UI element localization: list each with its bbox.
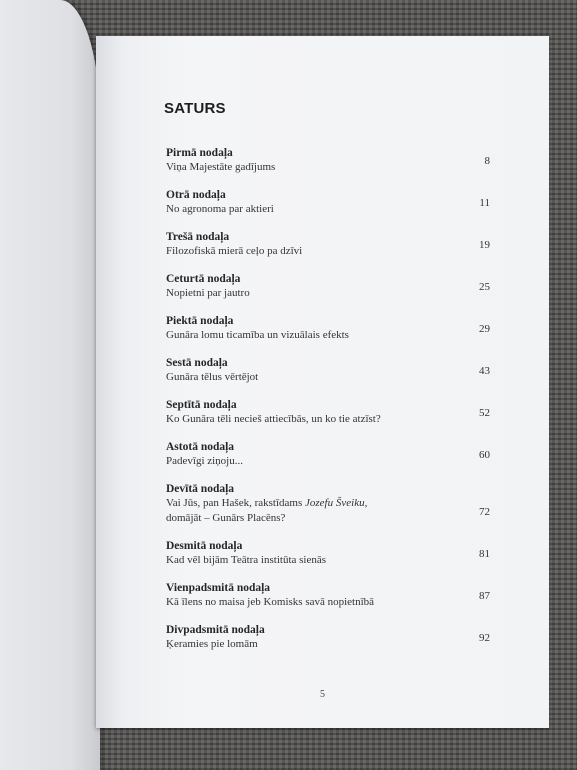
page-number: 81 xyxy=(479,548,490,560)
toc-entry xyxy=(166,188,490,230)
page-number: 52 xyxy=(479,407,490,419)
toc-entry xyxy=(166,272,490,314)
chapter-title: Filozofiskā mierā ceļo pa dzīvi xyxy=(166,245,303,257)
toc-entry xyxy=(166,581,490,623)
chapter-title-italic: Jozefu Šveiku, xyxy=(305,497,368,509)
chapter-title-part: Vai Jūs, pan Hašek, rakstīdams xyxy=(166,497,306,509)
chapter-label: Sestā nodaļa xyxy=(166,357,228,369)
page-number: 29 xyxy=(479,323,490,335)
chapter-title: Ko Gunāra tēli necieš attiecībās, un ko tie atzīst? xyxy=(166,413,381,425)
toc-entry xyxy=(166,539,490,581)
page-number: 60 xyxy=(479,449,490,461)
chapter-label: Devītā nodaļa xyxy=(166,483,235,495)
contents-heading: SATURS xyxy=(164,100,226,117)
page-number: 11 xyxy=(479,197,490,209)
folio-page-number: 5 xyxy=(320,689,325,700)
chapter-title: Kad vēl bijām Teātra institūta sienās xyxy=(166,554,327,566)
chapter-label: Otrā nodaļa xyxy=(166,189,226,201)
table-of-contents xyxy=(166,146,490,665)
chapter-title-part: domājāt – Gunārs Placēns? xyxy=(166,511,286,524)
chapter-title: Gunāra tēlus vērtējot xyxy=(166,371,259,383)
chapter-title: No agronoma par aktieri xyxy=(166,203,274,215)
chapter-title xyxy=(166,496,436,525)
page-number: 8 xyxy=(484,155,490,167)
toc-entry xyxy=(166,398,490,440)
book-page xyxy=(96,36,549,728)
page-number: 19 xyxy=(479,239,490,251)
toc-entry xyxy=(166,146,490,188)
page-number: 43 xyxy=(479,365,490,377)
chapter-label: Pirmā nodaļa xyxy=(166,147,233,159)
page-number: 25 xyxy=(479,281,490,293)
toc-entry xyxy=(166,314,490,356)
chapter-label: Ceturtā nodaļa xyxy=(166,273,241,285)
chapter-title: Viņa Majestāte gadījums xyxy=(166,161,276,173)
chapter-label: Piektā nodaļa xyxy=(166,315,234,327)
chapter-label: Septītā nodaļa xyxy=(166,399,237,411)
toc-entry xyxy=(166,440,490,482)
toc-entry xyxy=(166,623,490,665)
facing-page-edge xyxy=(0,0,100,770)
chapter-label: Astotā nodaļa xyxy=(166,441,235,453)
toc-entry xyxy=(166,230,490,272)
chapter-label: Trešā nodaļa xyxy=(166,231,230,243)
chapter-title: Gunāra lomu ticamība un vizuālais efekts xyxy=(166,329,349,341)
chapter-label: Divpadsmitā nodaļa xyxy=(166,624,265,636)
chapter-label: Desmitā nodaļa xyxy=(166,540,243,552)
chapter-title: Ķeramies pie lomām xyxy=(166,638,258,650)
toc-entry xyxy=(166,482,490,539)
chapter-title: Padevīgi ziņoju... xyxy=(166,455,243,467)
page-number: 92 xyxy=(479,632,490,644)
toc-entry xyxy=(166,356,490,398)
page-number: 72 xyxy=(479,506,490,518)
chapter-title: Kā īlens no maisa jeb Komisks savā nopietnībā xyxy=(166,596,375,608)
page-number: 87 xyxy=(479,590,490,602)
chapter-label: Vienpadsmitā nodaļa xyxy=(166,582,271,594)
chapter-title: Nopietni par jautro xyxy=(166,287,250,299)
